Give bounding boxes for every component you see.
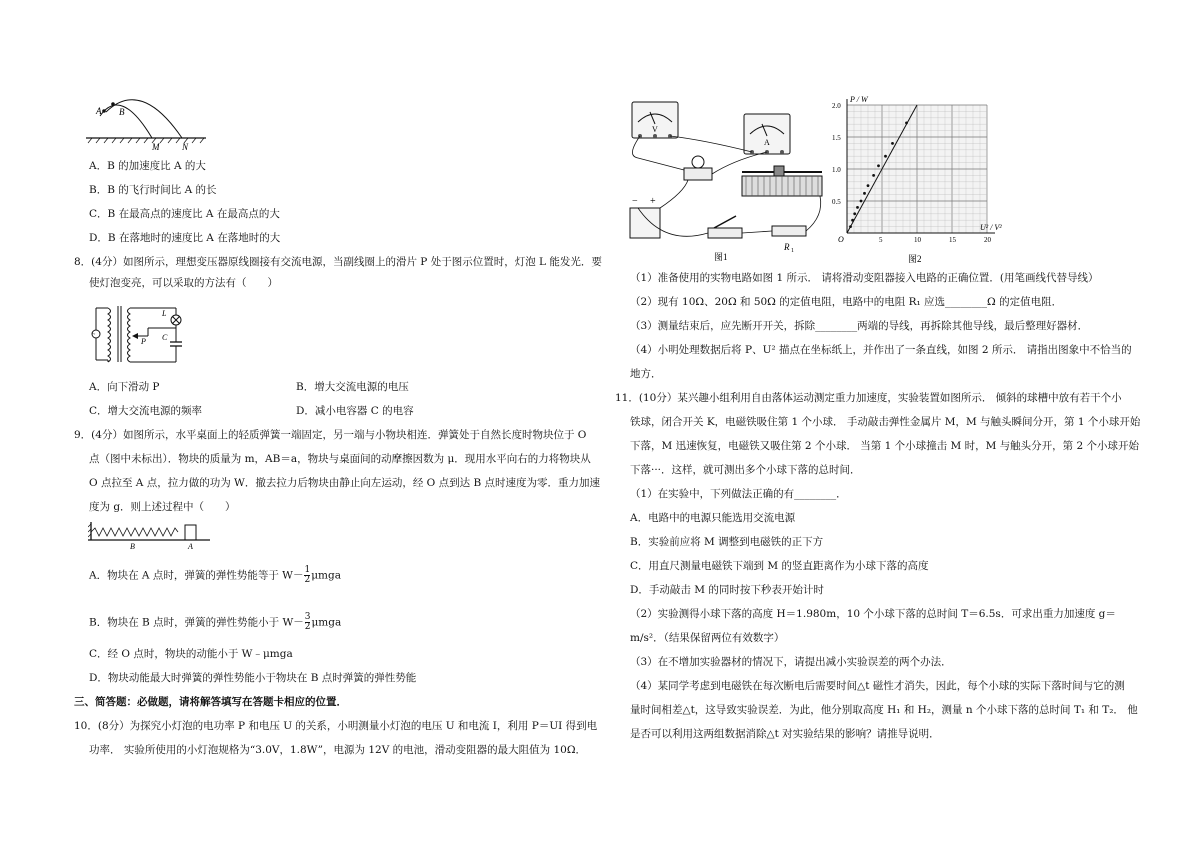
q9-option-a-text: A．物块在 A 点时，弹簧的弹性势能等于 W－ [89, 569, 304, 582]
q7-option-c: C．B 在最高点的速度比 A 在最高点的大 [89, 208, 280, 220]
svg-text:+: + [650, 196, 656, 207]
q11-option-a: A．电路中的电源只能选用交流电源 [630, 512, 796, 524]
data-point [872, 174, 875, 177]
y-axis-label: P / W [850, 95, 868, 104]
data-point [856, 206, 859, 209]
q8-option-c: C．增大交流电源的频率 [89, 405, 203, 417]
point-m-label: M [152, 142, 160, 152]
point-b-label: B [130, 542, 135, 550]
capacitor-label: C [162, 333, 168, 342]
origin-label: O [838, 235, 844, 244]
x-tick-label: 20 [984, 236, 991, 244]
q11-sub4-line3: 是否可以利用这两组数据消除△t 对实验结果的影响？请推导说明． [630, 728, 940, 740]
q11-sub1: （1）在实验中，下列做法正确的有________． [630, 488, 847, 500]
section-3-heading: 三、简答题：必做题，请将解答填写在答题卡相应的位置． [74, 696, 347, 708]
x-tick-label: 5 [879, 236, 883, 244]
q10-figure1-circuit [624, 96, 829, 264]
q9-stem-line1: 9．(4分）如图所示，水平桌面上的轻质弹簧一端固定，另一端与小物块相连．弹簧处于自然长度时物块位于 O [74, 429, 587, 441]
q9-option-a-tail: μmga [311, 569, 341, 582]
q9-option-b [89, 613, 341, 632]
q10-sub1: （1）准备使用的实物电路如图 1 所示． 请将滑动变阻器接入电路的正确位置．(用笔画线代替导线） [630, 272, 1099, 284]
q7-option-b: B．B 的飞行时间比 A 的长 [89, 184, 217, 196]
q7-option-d: D．B 在落地时的速度比 A 在落地时的大 [89, 232, 281, 244]
data-point [860, 200, 863, 203]
fraction-numerator: 3 [304, 612, 311, 622]
data-point [884, 155, 887, 158]
q8-option-b: B．增大交流电源的电压 [296, 381, 409, 393]
point-b-label: B [119, 107, 125, 117]
q8-stem-line2: 使灯泡变亮，可以采取的方法有（ ） [89, 277, 278, 289]
data-point [877, 164, 880, 167]
q7-option-a: A．B 的加速度比 A 的大 [89, 160, 206, 172]
q11-stem-line4: 下落···．这样，就可测出多个小球下落的总时间． [630, 464, 861, 476]
data-point [867, 184, 870, 187]
q8-option-d: D．减小电容器 C 的电容 [296, 405, 414, 417]
data-point [853, 212, 856, 215]
q10-sub4-line2: 地方． [630, 368, 662, 380]
q10-stem-line1: 10．(8分）为探究小灯泡的电功率 P 和电压 U 的关系，小明测量小灯泡的电压 U 和电流 I，利用 P＝UI 得到电 [74, 720, 598, 732]
q11-sub3: （3）在不增加实验器材的情况下，请提出减小实验误差的两个办法． [630, 656, 952, 668]
y-tick-label: 1.5 [832, 134, 841, 142]
q8-option-a: A．向下滑动 P [89, 381, 160, 393]
ammeter-label: A [764, 138, 770, 147]
q8-transformer-circuit [86, 298, 196, 370]
resistor-label: R [784, 242, 790, 252]
data-point [891, 142, 894, 145]
q9-stem-line2: 点（图中未标出）．物块的质量为 m，AB＝a，物块与桌面间的动摩擦因数为 μ．现用水平向右的力将物块从 [89, 453, 591, 465]
q11-sub4-line1: （4）某同学考虑到电磁铁在每次断电后需要时间△t 磁性才消失，因此，每个小球的实际下落时间与它的测 [630, 680, 1125, 692]
x-tick-label: 15 [949, 236, 956, 244]
q7-trajectory-figure [86, 90, 216, 152]
x-axis-label: U² / V² [980, 223, 1002, 232]
q10-sub3: （3）测量结束后，应先断开开关，拆除________两端的导线，再拆除其他导线，最后整理好器材． [630, 320, 1089, 332]
q10-stem-line2: 功率． 实验所使用的小灯泡规格为“3.0V，1.8W”，电源为 12V 的电池，滑动变阻器的最大阻值为 10Ω． [89, 744, 587, 756]
q11-stem-line3: 下落，M 迅速恢复，电磁铁又吸住第 2 个小球． 当第 1 个小球撞击 M 时，M 与触头分开，第 2 个小球开始 [630, 440, 1140, 452]
data-point [851, 219, 854, 222]
q11-sub4-line2: 量时间相差△t，这导致实验误差．为此，他分别取高度 H₁ 和 H₂，测量 n 个小球下落的总时间 T₁ 和 T₂． 他 [630, 704, 1138, 716]
q8-stem-line1: 8．(4分）如图所示，理想变压器原线圈接有交流电源，当副线圈上的滑片 P 处于图示位置时，灯泡 L 能发光．要 [74, 256, 602, 268]
y-tick-label: 2.0 [832, 102, 841, 110]
q9-option-d: D．物块动能最大时弹簧的弹性势能小于物块在 B 点时弹簧的弹性势能 [89, 672, 417, 684]
q9-option-a [89, 566, 341, 585]
y-tick-label: 0.5 [832, 198, 841, 206]
q11-option-b: B．实验前应将 M 调整到电磁铁的正下方 [630, 536, 824, 548]
slider-label: P [141, 337, 146, 346]
q11-sub2-line1: （2）实验测得小球下落的高度 H＝1.980m，10 个小球下落的总时间 T＝6.5s．可求出重力加速度 g＝ [630, 608, 1116, 620]
voltmeter-label: V [652, 125, 658, 134]
resistor-subscript: 1 [791, 248, 794, 254]
q11-option-d: D．手动敲击 M 的同时按下秒表开始计时 [630, 584, 824, 596]
fraction-denominator: 2 [304, 622, 311, 632]
q11-stem-line2: 铁球，闭合开关 K，电磁铁吸住第 1 个小球． 手动敲击弹性金属片 M，M 与触头瞬间分开，第 1 个小球开始 [630, 416, 1141, 428]
q10-figure2-chart [832, 90, 1008, 266]
point-a-label: A [96, 106, 102, 116]
fraction-numerator: 1 [304, 565, 311, 575]
point-a-label: A [188, 542, 193, 550]
q11-option-c: C．用直尺测量电磁铁下端到 M 的竖直距离作为小球下落的高度 [630, 560, 929, 572]
q11-stem-line1: 11．(10分）某兴趣小组利用自由落体运动测定重力加速度，实验装置如图所示． 倾斜的球槽中放有若干个小 [615, 392, 1122, 404]
data-point [905, 122, 908, 125]
data-point [863, 192, 866, 195]
lamp-label: L [162, 309, 167, 318]
point-n-label: N [182, 142, 189, 152]
q9-option-b-text: B．物块在 B 点时，弹簧的弹性势能小于 W－ [89, 616, 304, 629]
figure1-caption: 图1 [714, 252, 728, 262]
y-tick-label: 1.0 [832, 166, 841, 174]
fraction-denominator: 2 [304, 575, 311, 585]
svg-text:~: ~ [92, 332, 96, 338]
svg-text:−: − [632, 196, 638, 207]
x-tick-label: 10 [914, 236, 921, 244]
q10-sub4-line1: （4）小明处理数据后将 P、U² 描点在坐标纸上，并作出了一条直线，如图 2 所示． 请指出图象中不恰当的 [630, 344, 1132, 356]
q9-stem-line3: O 点拉至 A 点，拉力做的功为 W．撤去拉力后物块由静止向左运动，经 O 点到达 B 点时速度为零．重力加速 [89, 477, 601, 489]
q9-option-c: C．经 O 点时，物块的动能小于 W﹣μmga [89, 648, 293, 660]
q9-stem-line4: 度为 g．则上述过程中（ ） [89, 501, 236, 513]
q9-spring-block-figure [88, 520, 213, 550]
data-point [849, 225, 852, 228]
q9-option-b-tail: μmga [311, 616, 342, 629]
q11-sub2-line2: m/s²．（结果保留两位有效数字） [630, 632, 785, 644]
q10-sub2: （2）现有 10Ω、20Ω 和 50Ω 的定值电阻，电路中的电阻 R₁ 应选________Ω 的定值电阻． [630, 296, 1063, 308]
figure2-caption: 图2 [908, 254, 922, 264]
